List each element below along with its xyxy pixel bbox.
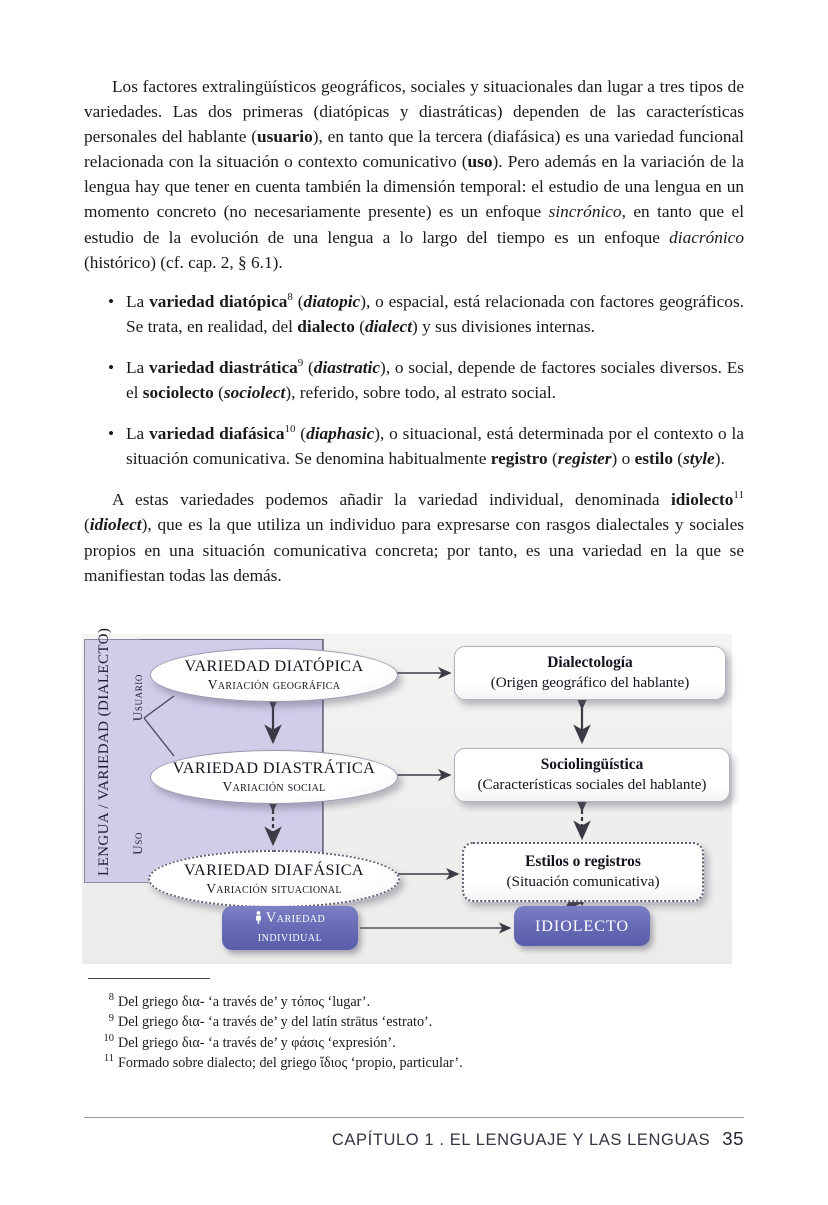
ellipse-variedad-diatopica: [150, 648, 398, 702]
variety-list: [84, 289, 744, 472]
term-uso: uso: [467, 152, 493, 172]
footnote-item: 10 Del griego δια- ‘a través de’ y φάσις ‘expresión’.: [103, 1033, 396, 1051]
bullet-icon: •: [108, 424, 115, 444]
box-title: Sociolingüística: [540, 756, 644, 773]
ellipse-variedad-diafasica: [148, 850, 400, 908]
bullet-gloss: diaphasic: [306, 424, 375, 444]
footnote-text: Formado sobre dialecto; del griego ἴδιος ‘propio, particular’.: [118, 1055, 463, 1072]
term-diacronico: diacrónico: [669, 227, 744, 247]
term-usuario: usuario: [257, 127, 313, 147]
box-subtitle: (Origen geográfico del hablante): [490, 674, 690, 691]
ellipse-subtitle: Variación social: [222, 779, 326, 794]
bullet-gloss3: style: [683, 449, 715, 469]
box-estilos-registros: [462, 842, 704, 902]
chapter-title: CAPÍTULO 1 . EL LENGUAJE Y LAS LENGUAS: [331, 1131, 711, 1149]
page-footer: [332, 1128, 744, 1150]
footnote-ref: 10: [284, 423, 296, 436]
bullet-term: variedad diastrática: [149, 357, 298, 377]
label-lengua-variedad: LENGUA / VARIEDAD (DIALECTO): [96, 627, 112, 876]
blue-box-line1: IDIOLECTO: [534, 917, 630, 935]
blue-box-line2: individual: [257, 929, 323, 945]
closing-text-2: , que es la que utiliza un individuo para expresarse con rasgos dialectales y sociales propios en una situación comunicativa concreta; por tanto, es una variedad en la que se manifiestan todas las demás.: [84, 515, 744, 585]
bullet-lead: La: [126, 424, 150, 444]
bullet-term2: registro: [490, 449, 548, 469]
term-sincronico: sincrónico: [548, 202, 622, 222]
footnote-list: [92, 992, 732, 1074]
bullet-term: variedad diafásica: [149, 424, 285, 444]
page-number: 35: [722, 1128, 744, 1149]
ellipse-subtitle: Variación situacional: [206, 881, 342, 896]
bullet-mid: , o situacional, está determinada por el contexto o la situación comunicativa. Se denomina habitualmente: [126, 424, 745, 469]
bullet-term2: sociolecto: [142, 383, 214, 403]
box-variedad-individual: [222, 906, 358, 950]
box-subtitle: (Características sociales del hablante): [477, 776, 707, 793]
intro-text-1: Los factores extralingüísticos geográficos, sociales y situacionales dan lugar a tres tipos de variedades. Las dos primeras (diatópicas y diastráticas) dependen de las características personales del hablante (: [84, 77, 744, 147]
footnote-text: Del griego δια- ‘a través de’ y τόπος ‘lugar’.: [118, 994, 371, 1010]
intro-text-4: , en tanto que el estudio de la evolución de una lengua a lo largo del tiempo es un enfoque: [84, 202, 745, 247]
ellipse-variedad-diastratica: [150, 750, 398, 804]
ellipse-title: VARIEDAD DIATÓPICA: [184, 657, 364, 675]
box-subtitle: (Situación comunicativa): [506, 873, 660, 890]
body-text: [84, 74, 744, 590]
bullet-gloss: diastratic: [313, 357, 381, 377]
term-idiolecto: idiolecto: [671, 490, 734, 510]
intro-text-2: ), en tanto que la tercera (diafásica) es una variedad funcional relacionada con la situación o contexto comunicativo (: [84, 127, 744, 172]
bullet-lead: La: [126, 357, 149, 377]
footnote-ref: 8: [287, 290, 293, 303]
footnote-ref: 11: [733, 489, 744, 502]
box-dialectologia: [454, 646, 726, 700]
bullet-mid: , o social, depende de factores sociales diversos. Es el: [126, 357, 744, 403]
list-item: • La variedad diafásica$^{10}$ (diaphasic), o situacional, está determinada por el contexto o la situación comunicativa. Se denomina habitualmente registro (register) o estilo (style).: [84, 421, 744, 471]
footnote-text: Del griego δια- ‘a través de’ y del latín strātus ‘estrato’.: [118, 1014, 433, 1031]
bullet-gloss2: register: [557, 449, 612, 469]
closing-text-1: A estas variedades podemos añadir la variedad individual, denominada: [112, 490, 671, 510]
list-item: • La variedad diastrática$^9$ (diastratic), o social, depende de factores sociales diversos. Es el sociolecto (sociolect), referido, sobre todo, al estrato social.: [84, 355, 744, 405]
box-title: Estilos o registros: [525, 853, 641, 870]
bullet-conn: o: [617, 449, 635, 469]
ellipse-title: VARIEDAD DIAFÁSICA: [183, 861, 365, 879]
bullet-tail: y sus divisiones internas.: [417, 316, 595, 336]
bullet-gloss2: dialect: [364, 316, 412, 336]
intro-text-5: (histórico) (cf. cap. 2, § 6.1).: [84, 252, 283, 272]
paragraph-closing: A estas variedades podemos añadir la variedad individual, denominada idiolecto$^{11}$ (idiolect), que es la que utiliza un individuo para expresarse con rasgos dialectales y sociales propios en una situación comunicativa concreta; por tanto, es una variedad en la que se manifiestan todas las demás.: [84, 489, 744, 585]
paragraph-intro: [84, 74, 744, 275]
bullet-tail: , referido, sobre todo, al estrato social.: [291, 383, 556, 403]
ellipse-subtitle: Variación geográfica: [207, 677, 341, 692]
bullet-mid: , o espacial, está relacionada con factores geográficos. Se trata, en realidad, del: [126, 291, 744, 336]
ellipse-title: VARIEDAD DIASTRÁTICA: [172, 759, 376, 777]
bullet-icon: •: [108, 291, 115, 311]
bullet-gloss: diatopic: [303, 291, 361, 311]
bullet-tail: .: [720, 449, 725, 469]
footnote-item: 8 Del griego δια- ‘a través de’ y τόπος ‘lugar’.: [108, 992, 371, 1010]
label-usuario: Usuario: [130, 674, 145, 722]
bullet-term3: estilo: [634, 449, 673, 469]
bullet-term: variedad diatópica: [149, 291, 288, 311]
person-icon: [255, 911, 262, 924]
bullet-lead: La: [126, 291, 150, 311]
bullet-gloss2: sociolect: [223, 383, 286, 403]
list-item: • La variedad diatópica$^8$ (diatopic), o espacial, está relacionada con factores geográficos. Se trata, en realidad, del dialecto (dialect) y sus divisiones internas.: [84, 289, 744, 339]
box-title: Dialectología: [547, 654, 633, 671]
closing-gloss: idiolect: [89, 515, 142, 535]
footer-separator: [84, 1117, 744, 1118]
footnote-item: 11 Formado sobre dialecto; del griego ἴδιος ‘propio, particular’.: [103, 1053, 463, 1072]
footnote-item: 9 Del griego δια- ‘a través de’ y del latín strātus ‘estrato’.: [108, 1012, 433, 1031]
bullet-term2: dialecto: [297, 316, 355, 336]
intro-text-3: ). Pero además en la variación de la lengua hay que tener en cuenta también la dimensión temporal: el estudio de una lengua en un momento concreto (no necesariamente presente) es un enfoque: [84, 152, 744, 222]
footnote-ref: 9: [297, 357, 304, 370]
box-sociolinguistica: [454, 748, 730, 802]
blue-box-line1: Variedad: [265, 910, 326, 926]
box-idiolecto: [514, 906, 650, 946]
label-uso: Uso: [130, 832, 145, 855]
bullet-icon: •: [108, 357, 115, 377]
footnote-text: Del griego δια- ‘a través de’ y φάσις ‘expresión’.: [118, 1034, 396, 1051]
footnote-separator: [88, 978, 210, 979]
variety-diagram: [82, 627, 732, 964]
